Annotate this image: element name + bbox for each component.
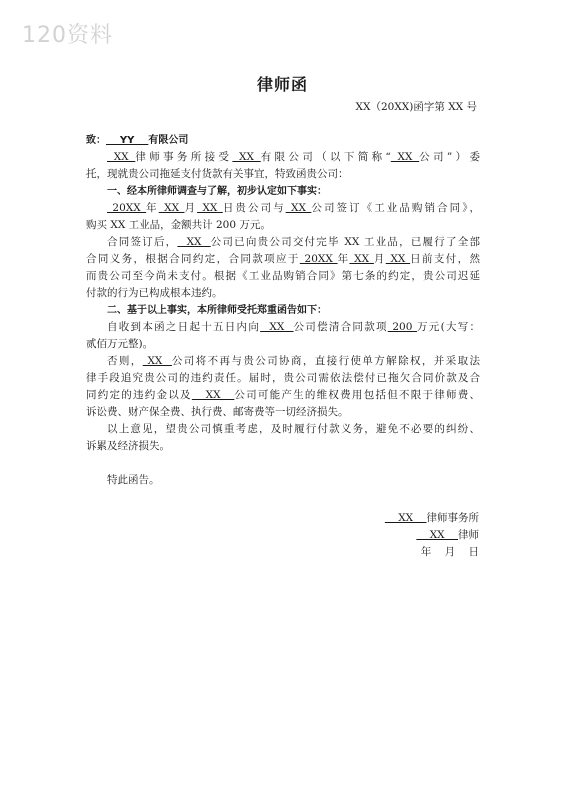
demand-2-line-2: 律手段追究贵公司的违约责任。届时，贵公司需依法偿付已拖欠合同价款及合 [86,372,480,384]
demand-1-line-2: 贰佰万元整)。 [86,338,154,350]
fact-1-paragraph: 20XX 年 XX 月 XX 日贵公司与 XX 公司签订《工业品购销合同》， [107,202,481,214]
recipient-line: 致： YY 有限公司 [86,135,189,146]
fact-2-line-3: 而贵公司至今尚未支付。根据《工业品购销合同》第七条的约定，贵公司迟延 [86,270,480,282]
watermark-logo: 120资料 [22,23,113,48]
signature-firm: XX 律师事务所 [384,512,479,524]
demand-2-line-4: 诉讼费、财产保全费、执行费、邮寄费等一切经济损失。 [86,406,349,418]
intro-paragraph: XX 律师事务所接受 XX 有限公司（以下简称“ XX 公司”）委 [107,151,480,163]
client-short-name: XX [390,151,420,163]
demand-2-line-3: 同约定的违约金以及 XX 公司可能产生的维权费用包括但不限于律师费、 [86,389,481,401]
letter-body [86,132,480,489]
demand-1-paragraph: 自收到本函之日起十五日内向 XX 公司偿清合同款项 200 万元(大写： [107,321,481,333]
amount-value: 200 [387,321,418,333]
section-1-heading: 一、经本所律师调查与了解，初步认定如下事实： [107,186,327,197]
closing-line-2: 诉累及经济损失。 [86,440,170,452]
client-name: XX [232,151,261,163]
fact-2-line-4: 付款的行为已构成根本违约。 [86,287,223,299]
closing-notice: 特此函告。 [107,474,160,486]
demand-2-paragraph: 否则， XX 公司将不再与贵公司协商，直接行使单方解除权，并采取法 [107,355,481,367]
signature-lawyer: XX 律师 [416,529,479,541]
law-firm-name: XX [107,151,136,163]
document-number: XX（20XX)函字第 XX 号 [355,101,477,113]
fact-2-paragraph: 合同签订后， XX 公司已向贵公司交付完毕 XX 工业品，已履行了全部 [107,236,480,248]
fact-1-line-2: 购买 XX 工业品，金额共计 200 万元。 [86,219,271,231]
recipient-company: YY [106,135,149,146]
signature-date: 年 月 日 [420,546,479,558]
document-title: 律师函 [256,75,308,94]
closing-paragraph: 以上意见，望贵公司慎重考虑，及时履行付款义务，避免不必要的纠纷、 [107,423,480,435]
intro-line-2: 托，现就贵公司拖延支付货款有关事宜，特致函贵公司： [86,168,349,180]
fact-2-line-2: 合同义务，根据合同约定，合同款项应于 20XX 年 XX 月 XX 日前支付，然 [86,253,481,265]
section-2-heading: 二、基于以上事实，本所律师受托郑重函告如下： [107,305,327,316]
